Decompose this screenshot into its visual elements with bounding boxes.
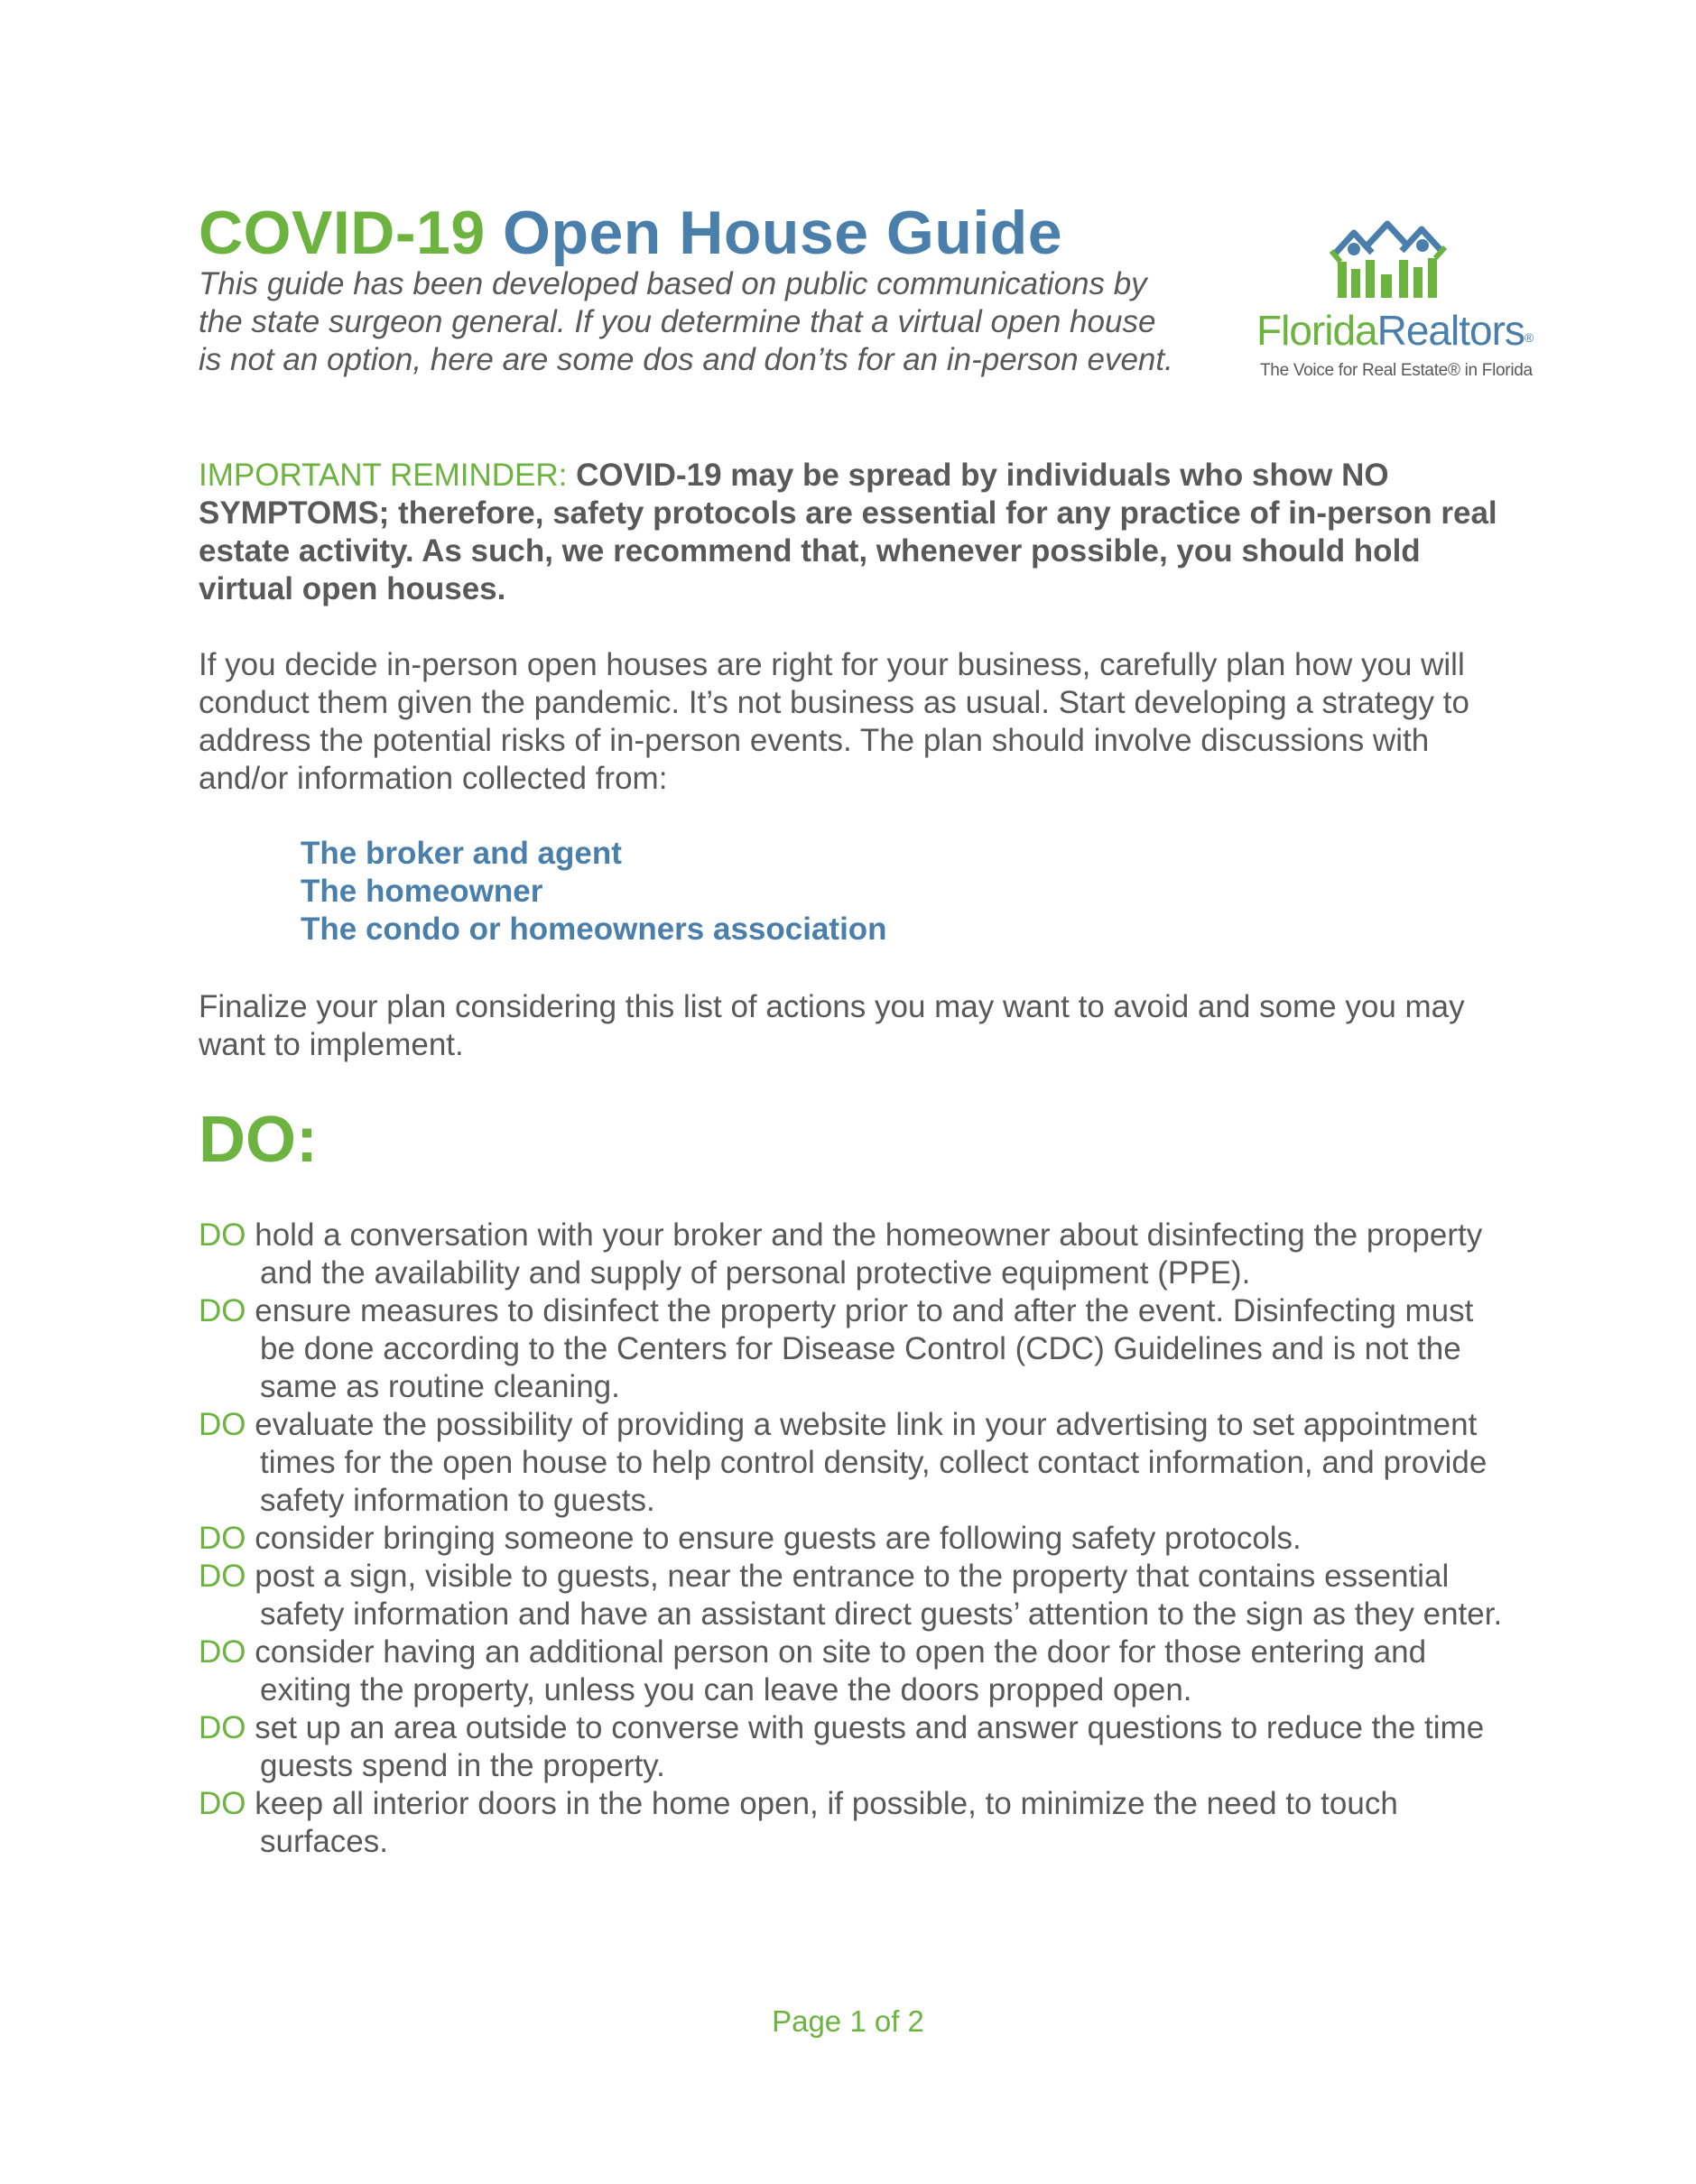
- florida-realtors-logo-icon: [1250, 206, 1530, 386]
- do-keyword: DO: [199, 1217, 246, 1253]
- logo-wordmark: [1256, 307, 1533, 354]
- do-item-text: keep all interior doors in the home open, if possible, to minimize the need to touch surfaces.: [255, 1786, 1398, 1859]
- do-keyword: DO: [199, 1521, 246, 1556]
- final-paragraph: Finalize your plan considering this list of actions you may want to avoid and some you may want to implement.: [199, 989, 1465, 1062]
- page-subtitle: This guide has been developed based on public communications by the state surgeon general. If you determine that a virtual open house is not an option, here are some dos and don’ts for an in-person event.: [199, 266, 1173, 377]
- logo-word-florida: Florida: [1256, 307, 1377, 354]
- party-item: The condo or homeowners association: [301, 912, 887, 947]
- do-item-text: post a sign, visible to guests, near the entrance to the property that contains essential safety information and have an assistant direct guests’ attention to the sign as they enter.: [255, 1559, 1503, 1632]
- do-item-text: ensure measures to disinfect the property prior to and after the event. Disinfecting must be done according to the Centers for Disease Control (CDC) Guidelines and is not the same as routine cleaning.: [255, 1293, 1474, 1404]
- logo-tagline: The Voice for Real Estate® in Florida: [1260, 361, 1533, 380]
- do-item: [199, 1709, 1516, 1785]
- do-item: [199, 1785, 1516, 1861]
- do-item: [199, 1217, 1516, 1292]
- do-item-text: consider bringing someone to ensure guests are following safety protocols.: [255, 1521, 1302, 1556]
- reminder-text: COVID-19 may be spread by individuals who show NO SYMPTOMS; therefore, safety protocols are essential for any practice of in-person real estate activity. As such, we recommend that, whenever possible, you should hold virtual open houses.: [199, 458, 1497, 606]
- do-item-text: hold a conversation with your broker and the homeowner about disinfecting the property and the availability and supply of personal protective equipment (PPE).: [255, 1217, 1483, 1291]
- do-item: [199, 1633, 1516, 1709]
- party-item: The homeowner: [301, 874, 543, 909]
- do-item-text: set up an area outside to converse with guests and answer questions to reduce the time guests spend in the property.: [255, 1710, 1485, 1783]
- do-item: [199, 1292, 1516, 1406]
- party-item: The broker and agent: [301, 836, 622, 871]
- do-keyword: DO: [199, 1786, 246, 1821]
- do-item: [199, 1558, 1516, 1633]
- title-guide: Open House Guide: [503, 199, 1063, 267]
- page-number: Page 1 of 2: [772, 2004, 924, 2038]
- parties-list: [301, 835, 887, 949]
- intro-paragraph: If you decide in-person open houses are right for your business, carefully plan how you will conduct them given the pandemic. It’s not business as usual. Start developing a strategy to address the potential risks of in-person events. The plan should involve discussions with and/or information collected from:: [199, 647, 1469, 796]
- do-item-text: consider having an additional person on site to open the door for those entering and exiting the property, unless you can leave the doors propped open.: [255, 1634, 1427, 1707]
- title-covid: COVID-19: [199, 199, 486, 267]
- do-keyword: DO: [199, 1293, 246, 1328]
- do-keyword: DO: [199, 1634, 246, 1670]
- do-item: [199, 1520, 1516, 1558]
- do-section-heading: DO:: [199, 1104, 318, 1176]
- do-keyword: DO: [199, 1559, 246, 1594]
- logo-registered-mark: ®: [1524, 330, 1534, 345]
- do-item: [199, 1406, 1516, 1520]
- do-keyword: DO: [199, 1710, 246, 1745]
- do-item-text: evaluate the possibility of providing a website link in your advertising to set appointment times for the open house to help control density, collect contact information, and provide safety information to guests.: [255, 1407, 1487, 1518]
- do-list: [199, 1217, 1516, 1861]
- page-title: [199, 197, 1062, 269]
- logo-word-realtors: Realtors: [1376, 307, 1525, 354]
- do-keyword: DO: [199, 1407, 246, 1442]
- reminder-lead: IMPORTANT REMINDER:: [199, 458, 568, 493]
- important-reminder: [199, 457, 1498, 608]
